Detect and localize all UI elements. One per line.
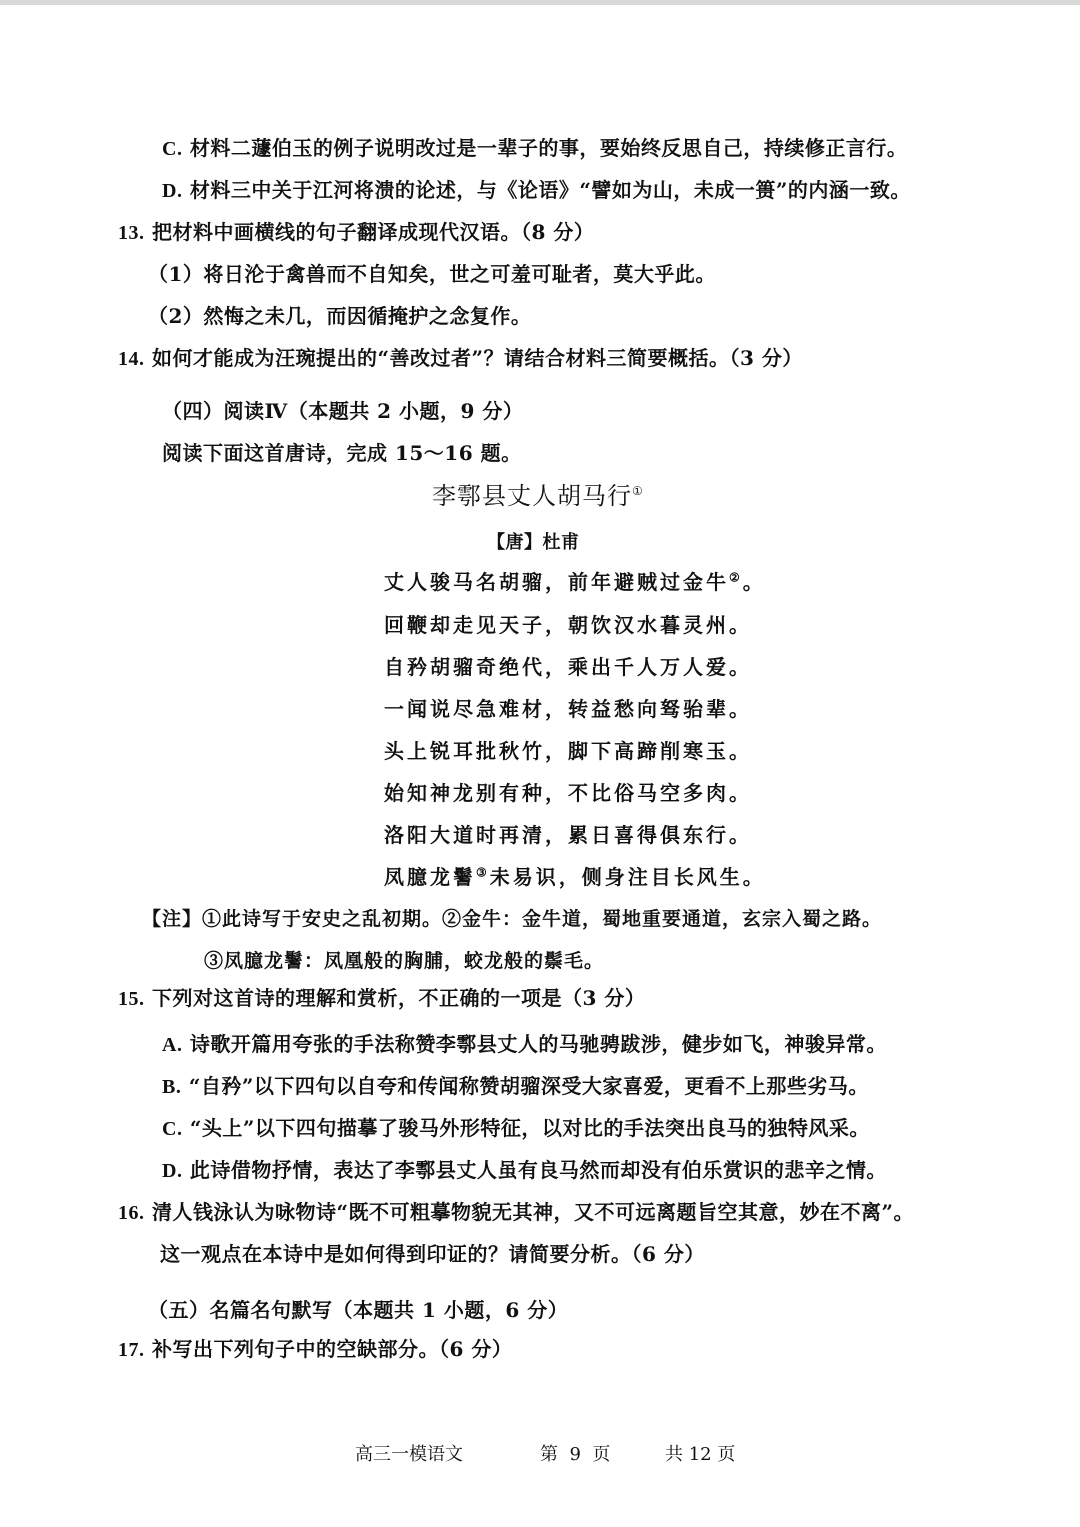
q15-option-c: C. “头上”以下四句描摹了骏马外形特征，以对比的手法突出良马的独特风采。 [162, 1116, 870, 1140]
q13-stem: 13. 把材料中画横线的句子翻译成现代汉语。（8 分） [118, 220, 595, 244]
q14-stem: 14. 如何才能成为汪琬提出的“善改过者”？请结合材料三简要概括。（3 分） [118, 346, 803, 370]
q13-item-1: （1）将日沦于禽兽而不自知矣，世之可羞可耻者，莫大乎此。 [148, 262, 716, 286]
q12-option-d: D. 材料三中关于江河将溃的论述，与《论语》“譬如为山，未成一篑”的内涵一致。 [162, 178, 911, 202]
footnote-marker: ③ [476, 865, 490, 880]
q15-option-d: D. 此诗借物抒情，表达了李鄠县丈人虽有良马然而却没有伯乐赏识的悲辛之情。 [162, 1158, 887, 1182]
poem-line: 头上锐耳批秋竹，脚下高蹄削寒玉。 [384, 739, 752, 763]
poem-note-2: ③凤臆龙鬐：凤凰般的胸脯，蛟龙般的鬃毛。 [204, 950, 605, 972]
q13-item-2: （2）然悔之未几，而因循掩护之念复作。 [148, 304, 532, 328]
footer-subject: 高三一模语文 [355, 1444, 463, 1465]
q16-stem-continued: 这一观点在本诗中是如何得到印证的？请简要分析。（6 分） [160, 1242, 705, 1266]
poem-line: 一闻说尽急难材，转益愁向驽骀辈。 [384, 697, 752, 721]
poem-line: 始知神龙别有种，不比俗马空多肉。 [384, 781, 752, 805]
poem-line: 自矜胡骝奇绝代，乘出千人万人爱。 [384, 655, 752, 679]
footer-total-pages: 共 12 页 [665, 1444, 736, 1465]
poem-author: 【唐】杜甫 [487, 532, 580, 553]
footnote-marker: ② [729, 570, 743, 585]
poem-line: 洛阳大道时再清，累日喜得俱东行。 [384, 823, 752, 847]
section4-instruction: 阅读下面这首唐诗，完成 15～16 题。 [162, 441, 522, 465]
q17-stem: 17. 补写出下列句子中的空缺部分。（6 分） [118, 1337, 513, 1361]
q16-stem: 16. 清人钱泳认为咏物诗“既不可粗摹物貌无其神，又不可远离题旨空其意，妙在不离”。 [118, 1200, 914, 1224]
poem-title: 李鄠县丈人胡马行① [432, 482, 644, 510]
section4-heading: （四）阅读Ⅳ（本题共 2 小题，9 分） [162, 399, 524, 423]
section5-heading: （五）名篇名句默写（本题共 1 小题，6 分） [148, 1298, 569, 1322]
poem-line: 凤臆龙鬐③未易识，侧身注目长风生。 [384, 865, 766, 889]
footnote-marker: ① [632, 484, 644, 498]
poem-line: 丈人骏马名胡骝，前年避贼过金牛②。 [384, 570, 766, 594]
q15-stem: 15. 下列对这首诗的理解和赏析，不正确的一项是（3 分） [118, 986, 646, 1010]
poem-note-1: 【注】①此诗写于安史之乱初期。②金牛：金牛道，蜀地重要通道，玄宗入蜀之路。 [142, 908, 883, 930]
q12-option-c: C. 材料二蘧伯玉的例子说明改过是一辈子的事，要始终反思自己，持续修正言行。 [162, 136, 908, 160]
q15-option-b: B. “自矜”以下四句以自夸和传闻称赞胡骝深受大家喜爱，更看不上那些劣马。 [162, 1074, 869, 1098]
poem-line: 回鞭却走见天子，朝饮汉水暮灵州。 [384, 613, 752, 637]
top-border [0, 0, 1080, 5]
q15-option-a: A. 诗歌开篇用夸张的手法称赞李鄠县丈人的马驰骋跋涉，健步如飞，神骏异常。 [162, 1032, 887, 1056]
footer-page-number: 第 9 页 [540, 1444, 611, 1465]
